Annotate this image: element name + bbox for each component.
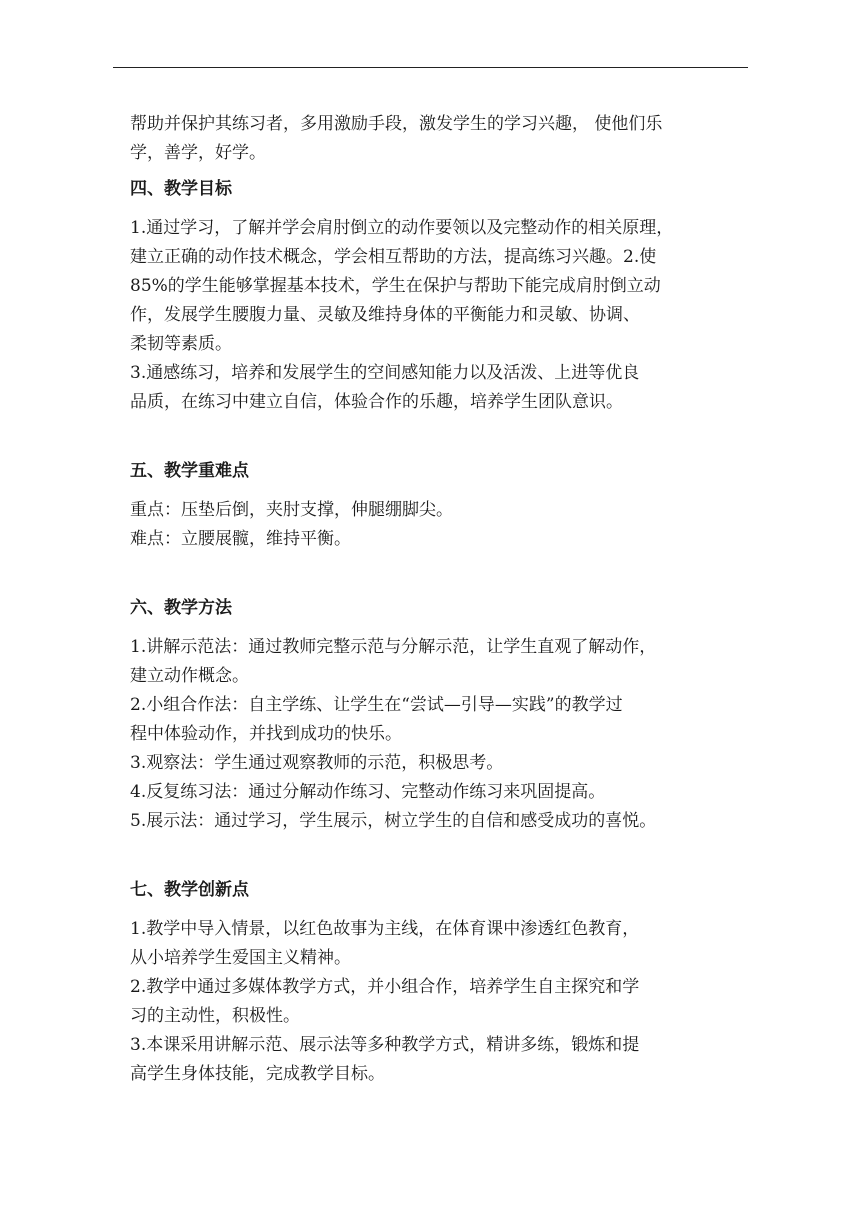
text-line: 1.讲解示范法：通过教师完整示范与分解示范，让学生直观了解动作， xyxy=(130,637,657,657)
text-line: 3.通感练习，培养和发展学生的空间感知能力以及活泼、上进等优良 xyxy=(130,363,640,383)
section-heading-methods: 六、教学方法 xyxy=(130,598,232,618)
document-body xyxy=(130,110,755,1089)
text-line: 从小培养学生爱国主义精神。 xyxy=(130,948,351,968)
text-line: 5.展示法：通过学习，学生展示，树立学生的自信和感受成功的喜悦。 xyxy=(130,811,657,831)
text-line: 程中体验动作，并找到成功的快乐。 xyxy=(130,724,402,744)
text-line: 1.教学中导入情景，以红色故事为主线，在体育课中渗透红色教育， xyxy=(130,919,640,939)
text-line: 柔韧等素质。 xyxy=(130,334,232,354)
text-line: 学，善学，好学。 xyxy=(130,143,266,163)
text-line: 帮助并保护其练习者，多用激励手段，激发学生的学习兴趣， 使他们乐 xyxy=(130,114,663,134)
text-line: 3.本课采用讲解示范、展示法等多种教学方式，精讲多练，锻炼和提 xyxy=(130,1035,640,1055)
text-line: 难点：立腰展髋，维持平衡。 xyxy=(130,529,351,549)
text-line: 建立动作概念。 xyxy=(130,666,249,686)
intro-paragraph xyxy=(130,110,755,168)
text-line: 高学生身体技能，完成教学目标。 xyxy=(130,1064,385,1084)
text-line: 3.观察法：学生通过观察教师的示范，积极思考。 xyxy=(130,753,504,773)
text-line: 85%的学生能够掌握基本技术，学生在保护与帮助下能完成肩肘倒立动 xyxy=(130,276,661,296)
innovation-paragraph xyxy=(130,915,755,1089)
text-line: 1.通过学习，了解并学会肩肘倒立的动作要领以及完整动作的相关原理， xyxy=(130,218,674,238)
key-points-paragraph xyxy=(130,496,755,554)
text-line: 建立正确的动作技术概念，学会相互帮助的方法，提高练习兴趣。2.使 xyxy=(130,247,657,267)
text-line: 重点：压垫后倒，夹肘支撑，伸腿绷脚尖。 xyxy=(130,500,453,520)
text-line: 习的主动性，积极性。 xyxy=(130,1006,300,1026)
header-rule xyxy=(113,67,748,68)
section-heading-key-points: 五、教学重难点 xyxy=(130,461,249,481)
objectives-paragraph xyxy=(130,214,755,417)
section-heading-objectives: 四、教学目标 xyxy=(130,179,232,199)
text-line: 4.反复练习法：通过分解动作练习、完整动作练习来巩固提高。 xyxy=(130,782,606,802)
text-line: 品质，在练习中建立自信，体验合作的乐趣，培养学生团队意识。 xyxy=(130,392,623,412)
text-line: 2.小组合作法：自主学练、让学生在“尝试—引导—实践”的教学过 xyxy=(130,695,623,715)
methods-paragraph xyxy=(130,633,755,836)
text-line: 2.教学中通过多媒体教学方式，并小组合作，培养学生自主探究和学 xyxy=(130,977,640,997)
text-line: 作，发展学生腰腹力量、灵敏及维持身体的平衡能力和灵敏、协调、 xyxy=(130,305,640,325)
section-heading-innovation: 七、教学创新点 xyxy=(130,880,249,900)
